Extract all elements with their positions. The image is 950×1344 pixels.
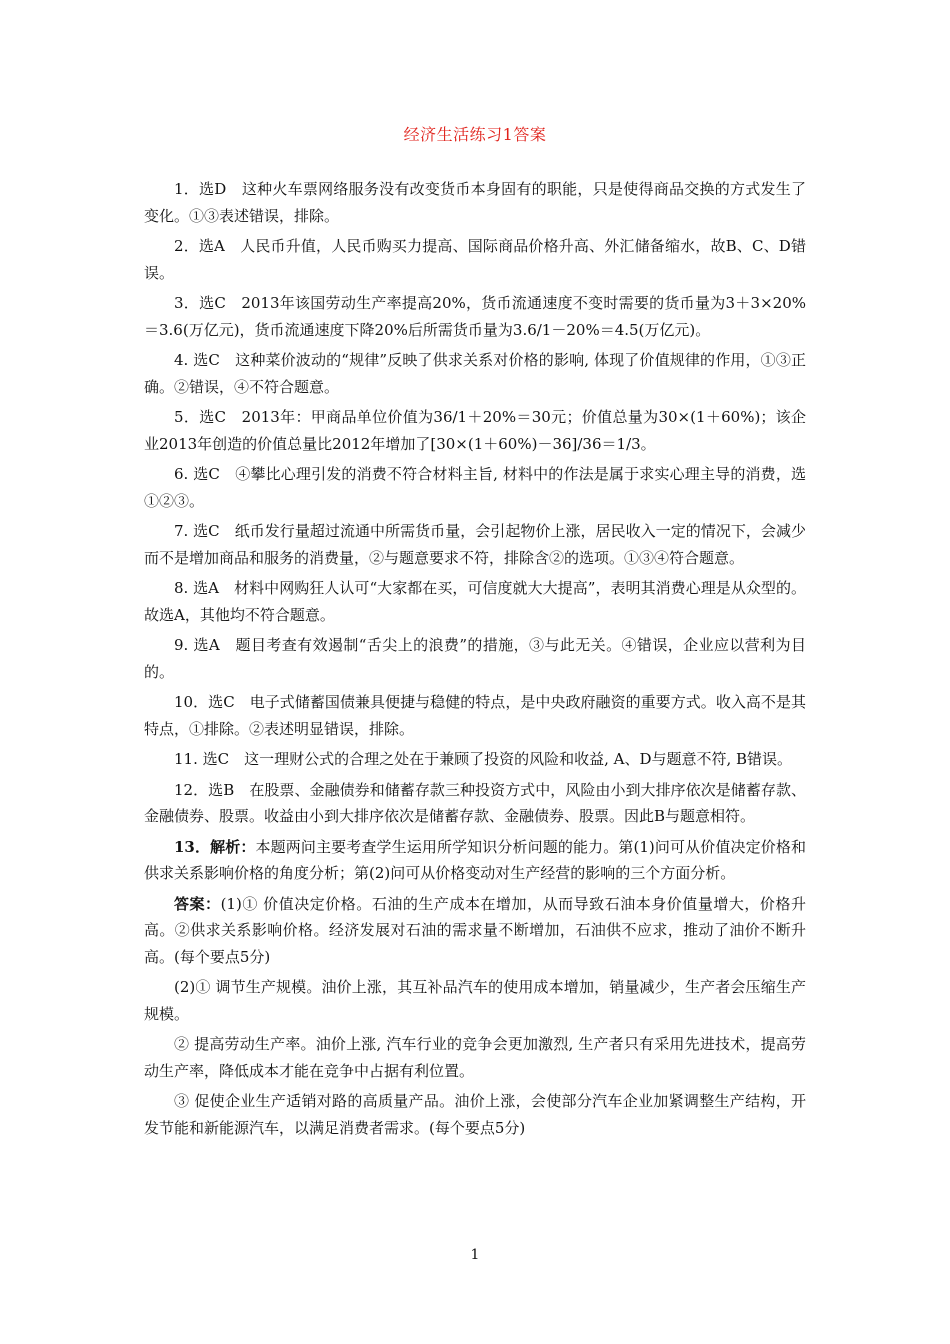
page-title: 经济生活练习1答案 xyxy=(403,125,547,144)
answer-item-10: 10．选C 电子式储蓄国债兼具便捷与稳健的特点，是中央政府融资的重要方式。收入高不是其特点，①排除。②表述明显错误，排除。 xyxy=(144,693,806,738)
analysis-label: 13．解析： xyxy=(174,837,256,856)
answer-item-13-analysis xyxy=(144,834,806,887)
answer-label: 答案： xyxy=(174,894,221,913)
answer-item-12: 12．选B 在股票、金融债券和储蓄存款三种投资方式中，风险由小到大排序依次是储蓄存款、金融债券、股票。收益由小到大排序依次是储蓄存款、金融债券、股票。因此B与题意相符。 xyxy=(144,780,806,825)
answer-item-3: 3．选C 2013年该国劳动生产率提高20%，货币流通速度不变时需要的货币量为3＋3×20%＝3.6(万亿元)，货币流通速度下降20%后所需货币量为3.6/1－20%＝4.5(万亿元)。 xyxy=(144,294,806,339)
analysis-text: 本题两问主要考查学生运用所学知识分析问题的能力。第(1)问可从价值决定价格和供求关系影响价格的角度分析；第(2)问可从价格变动对生产经营的影响的三个方面分析。 xyxy=(144,837,806,882)
answer-item-5: 5．选C 2013年：甲商品单位价值为36/1＋20%＝30元；价值总量为30×(1＋60%)；该企业2013年创造的价值总量比2012年增加了[30×(1＋60%)－36]/36＝1/3。 xyxy=(144,408,806,453)
answer-item-1: 1．选D 这种火车票网络服务没有改变货币本身固有的职能，只是使得商品交换的方式发生了变化。①③表述错误，排除。 xyxy=(144,180,806,225)
answer-part-2-point-2: ② 提高劳动生产率。油价上涨, 汽车行业的竞争会更加激烈, 生产者只有采用先进技术，提高劳动生产率，降低成本才能在竞争中占据有利位置。 xyxy=(144,1035,806,1080)
answer-item-2: 2．选A 人民币升值，人民币购买力提高、国际商品价格升高、外汇储备缩水，故B、C、D错误。 xyxy=(144,237,806,282)
answer-item-11: 11. 选C 这一理财公式的合理之处在于兼顾了投资的风险和收益, A、D与题意不符, B错误。 xyxy=(174,750,793,768)
answer-part-2-point-1: (2)① 调节生产规模。油价上涨，其互补品汽车的使用成本增加，销量减少，生产者会压缩生产规模。 xyxy=(144,978,806,1023)
answer-item-8: 8. 选A 材料中网购狂人认可“大家都在买，可信度就大大提高”，表明其消费心理是从众型的。故选A，其他均不符合题意。 xyxy=(144,579,806,624)
answer-content xyxy=(144,176,806,1145)
answer-item-4: 4. 选C 这种菜价波动的“规律”反映了供求关系对价格的影响, 体现了价值规律的作用，①③正确。②错误，④不符合题意。 xyxy=(144,351,806,396)
page-number: 1 xyxy=(470,1247,480,1263)
answer-part-2-point-3: ③ 促使企业生产适销对路的高质量产品。油价上涨，会使部分汽车企业加紧调整生产结构，开发节能和新能源汽车，以满足消费者需求。(每个要点5分) xyxy=(144,1092,806,1137)
answer-item-6: 6. 选C ④攀比心理引发的消费不符合材料主旨, 材料中的作法是属于求实心理主导的消费，选①②③。 xyxy=(144,465,806,510)
answer-item-7: 7. 选C 纸币发行量超过流通中所需货币量，会引起物价上涨，居民收入一定的情况下，会减少而不是增加商品和服务的消费量，②与题意要求不符，排除含②的选项。①③④符合题意。 xyxy=(144,522,806,567)
answer-item-13-answer xyxy=(144,891,806,971)
answer-part-1: (1)① 价值决定价格。石油的生产成本在增加，从而导致石油本身价值量增大，价格升高。②供求关系影响价格。经济发展对石油的需求量不断增加，石油供不应求，推动了油价不断升高。(每个要点5分) xyxy=(144,894,806,966)
answer-item-9: 9. 选A 题目考查有效遏制“舌尖上的浪费”的措施，③与此无关。④错误，企业应以营利为目的。 xyxy=(144,636,806,681)
